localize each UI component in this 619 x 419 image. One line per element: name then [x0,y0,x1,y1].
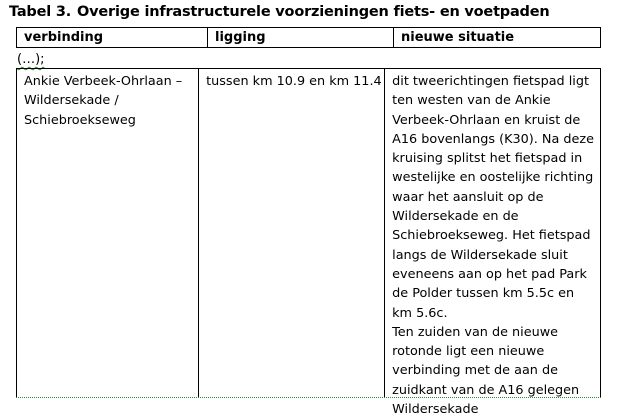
infrastructure-table [16,27,601,418]
cell-situatie-line: langs de Wildersekade sluit [392,247,568,263]
cell-verbinding [17,69,198,398]
table-caption-number: Tabel 3. [9,4,72,20]
header-ligging: ligging [207,28,393,47]
table-row [16,68,601,418]
cell-situatie-line: ten westen van de Ankie [392,93,551,109]
table-caption-title: Overige infrastructurele voorzieningen fiets- en voetpaden [77,4,550,20]
cell-situatie-line: dit tweerichtingen fietspad ligt [392,74,589,89]
header-nieuwe-situatie: nieuwe situatie [393,28,600,47]
cell-verbinding-line: Schiebroekseweg [24,112,136,128]
cell-ligging-line: tussen km 10.9 en km 11.4 [206,74,382,89]
cell-situatie-line: verbinding met de aan de [392,363,558,379]
cell-situatie-line: km 5.6c. [392,305,448,321]
cell-situatie-line: Verbeek-Ohrlaan en kruist de [392,112,581,128]
cell-situatie-line: westelijke en oostelijke richting [392,170,594,186]
cell-situatie-line: A16 bovenlangs (K30). Na deze [392,131,594,147]
table-caption [9,4,550,20]
ellipsis-row [16,48,601,68]
cell-situatie-line: Schiebroekseweg. Het fietspad [392,228,591,244]
cell-nieuwe-situatie [384,69,600,418]
cell-ligging [198,69,384,398]
cell-situatie-line: de Polder tussen km 5.5c en [392,286,575,302]
cell-situatie-line: rotonde ligt een nieuwe [392,344,545,360]
cell-situatie-line: kruising splitst het fietspad in [392,151,583,167]
cell-situatie-line: zuidkant van de A16 gelegen [392,382,580,398]
cell-situatie-line: eveneens aan op het pad Park [392,266,587,282]
cell-verbinding-line: Ankie Verbeek-Ohrlaan – [24,74,183,89]
cell-situatie-line: Wildersekade en de [392,209,519,225]
cell-situatie-line: Ten zuiden van de nieuwe [392,324,559,340]
ellipsis-text: (…); [17,52,45,67]
cell-situatie-line: waar het aansluit op de [392,189,544,205]
cell-situatie-line: Wildersekade [392,402,479,418]
table-header-row [16,27,601,48]
header-verbinding: verbinding [24,30,104,45]
cell-verbinding-line: Wildersekade / [24,93,119,109]
